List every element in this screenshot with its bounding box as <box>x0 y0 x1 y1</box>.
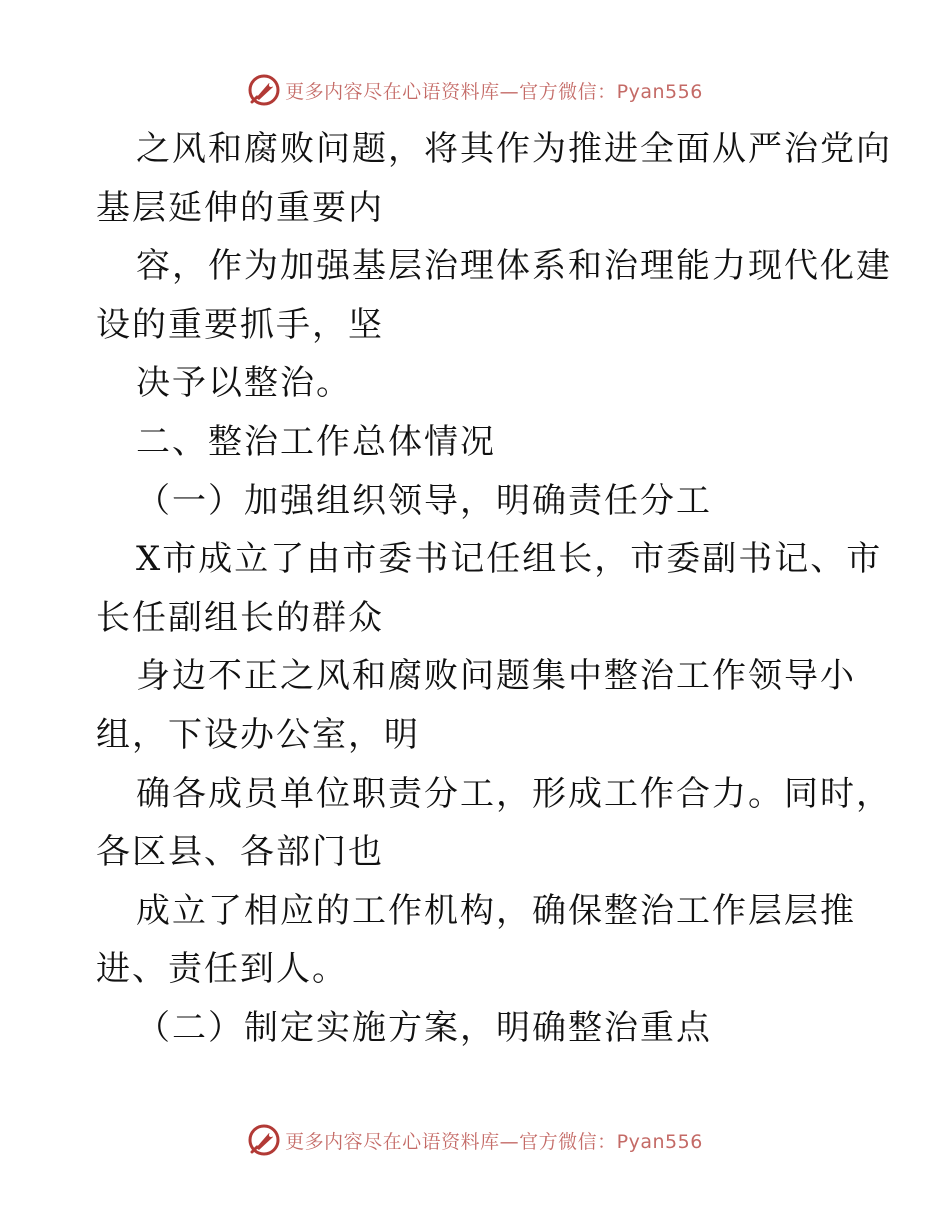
text-line: 各区县、各部门也 <box>96 832 384 873</box>
pen-nib-logo-icon <box>247 1123 281 1157</box>
text-line: 设的重要抓手，坚 <box>96 304 384 345</box>
subsection-heading: （一）加强组织领导，明确责任分工 <box>136 480 712 521</box>
text-line: X市成立了由市委书记任组长，市委副书记、市 <box>136 539 883 580</box>
section-heading: 二、整治工作总体情况 <box>136 421 496 462</box>
text-line: 确各成员单位职责分工，形成工作合力。同时， <box>136 773 892 814</box>
text-line: 决予以整治。 <box>136 363 352 404</box>
text-line: 身边不正之风和腐败问题集中整治工作领导小 <box>136 656 856 697</box>
text-line: 基层延伸的重要内 <box>96 187 384 228</box>
text-line: 容，作为加强基层治理体系和治理能力现代化建 <box>136 246 892 287</box>
footer-banner-text: 更多内容尽在心语资料库—官方微信：Pyan556 <box>285 1130 703 1153</box>
header-banner <box>0 70 950 110</box>
text-line: 之风和腐败问题，将其作为推进全面从严治党向 <box>136 129 892 169</box>
document-body <box>96 120 892 1058</box>
pen-nib-logo-icon <box>247 73 281 107</box>
footer-banner <box>0 1120 950 1160</box>
header-banner-text: 更多内容尽在心语资料库—官方微信：Pyan556 <box>285 80 703 103</box>
subsection-heading: （二）制定实施方案，明确整治重点 <box>136 1007 712 1048</box>
text-line: 成立了相应的工作机构，确保整治工作层层推 <box>136 890 856 931</box>
text-line: 进、责任到人。 <box>96 949 348 990</box>
text-line: 长任副组长的群众 <box>96 597 384 638</box>
text-line: 组，下设办公室，明 <box>96 714 420 755</box>
